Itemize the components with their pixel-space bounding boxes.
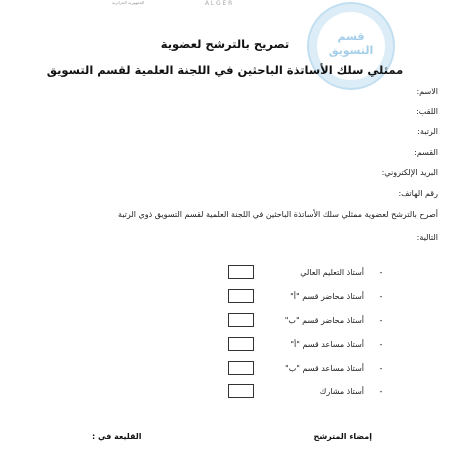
- option-dash: -: [379, 291, 383, 301]
- field-surname: اللقب:: [416, 107, 438, 116]
- checkbox-lecturer-b[interactable]: [228, 313, 254, 327]
- option-assistant-a: [178, 337, 388, 351]
- date-place-label: القليعة في :: [92, 432, 142, 441]
- checkbox-lecturer-a[interactable]: [228, 289, 254, 303]
- option-label: أستاذ مشارك: [319, 386, 364, 396]
- checkbox-assistant-a[interactable]: [228, 337, 254, 351]
- option-dash: -: [379, 386, 383, 396]
- signature-label: إمضاء المترشح: [313, 432, 372, 441]
- option-label: أستاذ محاضر قسم "ب": [284, 315, 364, 325]
- letterhead-city: ALGER: [205, 0, 235, 7]
- option-label: أستاذ مساعد قسم "ب": [285, 363, 364, 373]
- option-dash: -: [379, 315, 383, 325]
- field-name: الاسم:: [416, 87, 438, 96]
- declaration-line1: أصرح بالترشح لعضوية ممثلي سلك الأساتذة الباحثين في اللجنة العلمية لقسم التسويق ذوي الرتبة: [117, 210, 438, 219]
- option-dash: -: [379, 339, 383, 349]
- letterhead: [0, 0, 450, 14]
- letterhead-text: الجمهورية الجزائرية: [112, 0, 145, 5]
- option-professor: [178, 265, 388, 279]
- option-lecturer-a: [178, 289, 388, 303]
- option-assistant-b: [178, 361, 388, 375]
- option-dash: -: [379, 363, 383, 373]
- option-dash: -: [379, 267, 383, 277]
- checkbox-assistant-b[interactable]: [228, 361, 254, 375]
- field-rank: الرتبة:: [417, 127, 438, 136]
- field-department: القسم:: [414, 148, 438, 157]
- option-label: أستاذ محاضر قسم "أ": [290, 291, 364, 301]
- option-label: أستاذ مساعد قسم "أ": [290, 339, 364, 349]
- document-subtitle: ممثلي سلك الأساتذة الباحثين في اللجنة العلمية لقسم التسويق: [46, 63, 404, 77]
- declaration-line2: التالية:: [416, 233, 438, 242]
- checkbox-associate[interactable]: [228, 384, 254, 398]
- field-email: البريد الإلكتروني:: [381, 168, 438, 177]
- stamp-text-line1: قسم: [337, 30, 365, 43]
- document-title: تصريح بالترشح لعضوية: [160, 37, 290, 51]
- checkbox-professor[interactable]: [228, 265, 254, 279]
- option-associate: [178, 384, 388, 398]
- option-lecturer-b: [178, 313, 388, 327]
- option-label: أستاذ التعليم العالي: [300, 267, 364, 277]
- field-phone: رقم الهاتف:: [398, 189, 438, 198]
- stamp-text-line2: التسويق: [328, 44, 374, 57]
